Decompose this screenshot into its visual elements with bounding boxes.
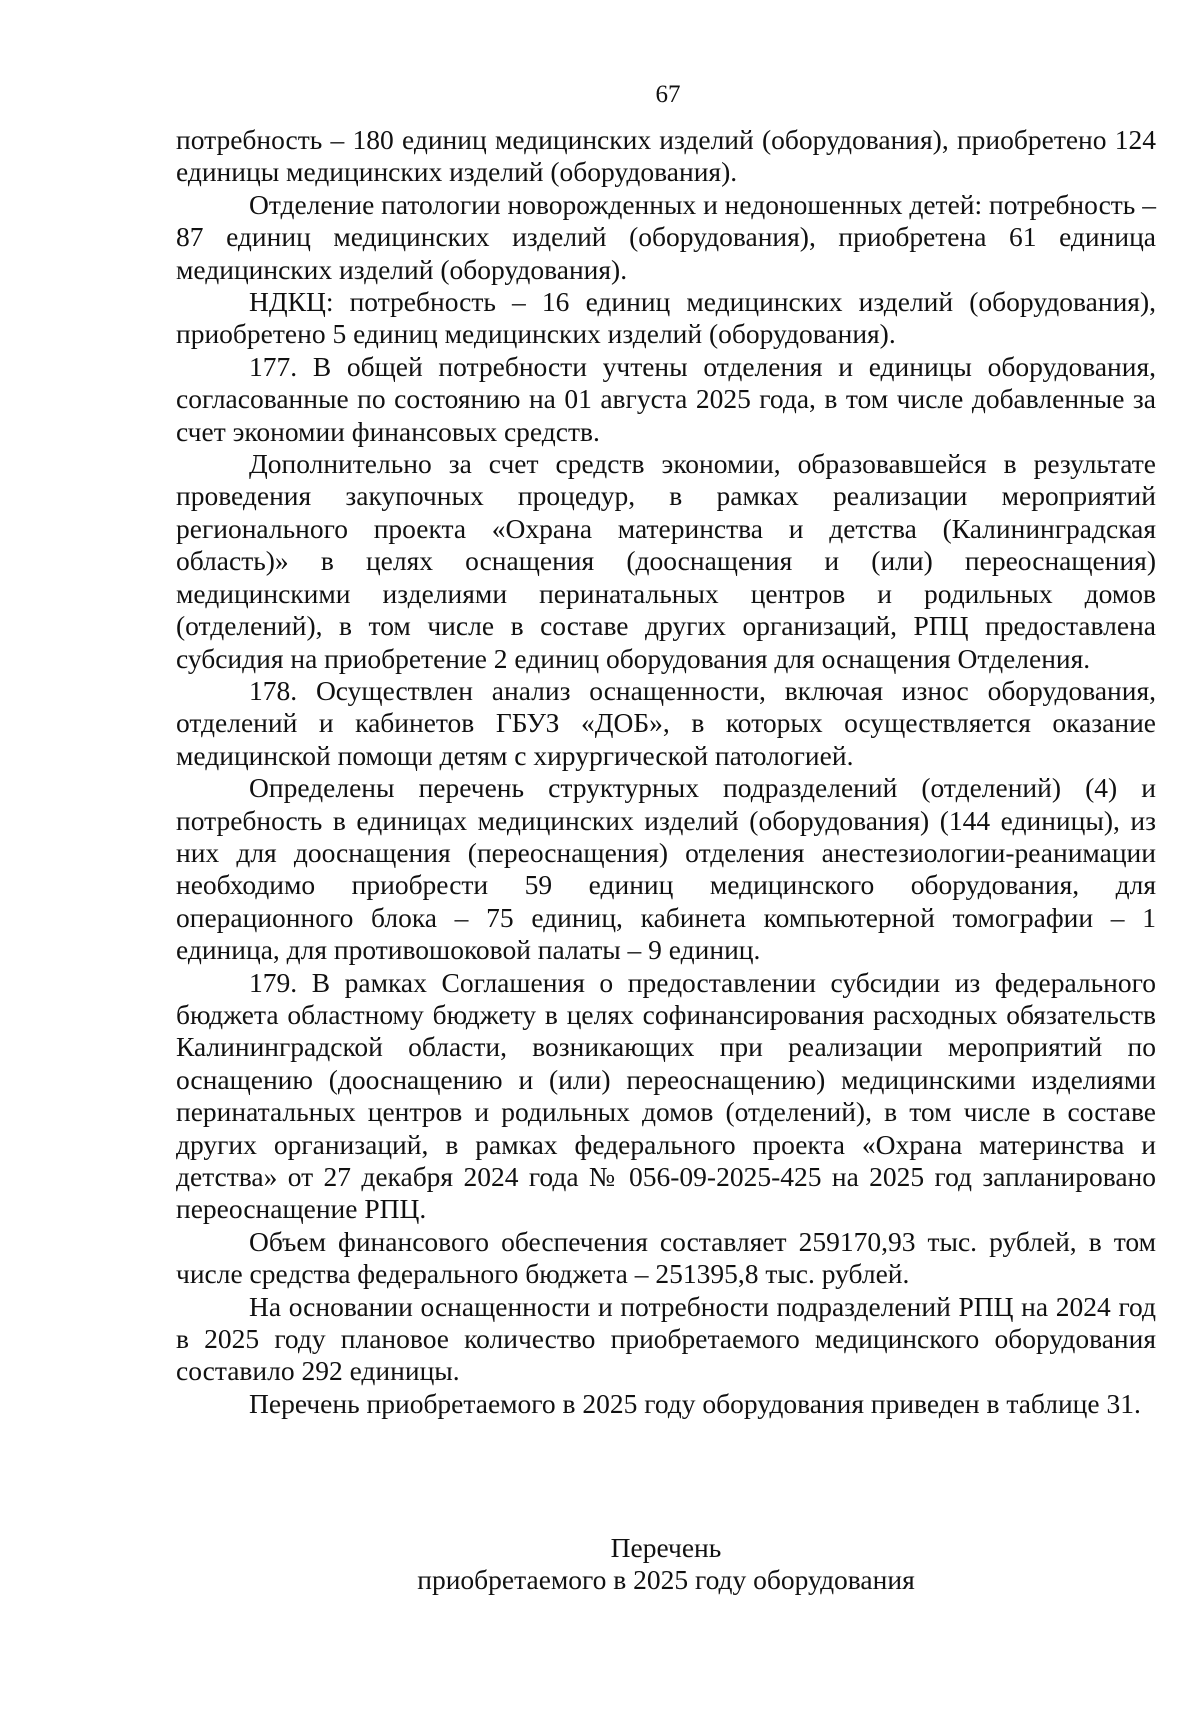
table-title: [176, 1532, 1156, 1597]
paragraph: Отделение патологии новорожденных и недоношенных детей: потребность – 87 единиц медицинских изделий (оборудования), приобретена 61 единица медицинских изделий (оборудования).: [176, 188, 1156, 285]
paragraph: 178. Осуществлен анализ оснащенности, включая износ оборудования, отделений и кабинетов ГБУЗ «ДОБ», в которых осуществляется оказание медицинской помощи детям с хирургической патологией.: [176, 674, 1156, 771]
paragraph: Перечень приобретаемого в 2025 году оборудования приведен в таблице 31.: [249, 1387, 1141, 1419]
paragraph: 179. В рамках Соглашения о предоставлении субсидии из федерального бюджета областному бюджету в целях софинансирования расходных обязательств Калининградской области, возникающих при реализации мероприятий по оснащению (дооснащению и (или) переоснащению) медицинскими изделиями перинатальных центров и родильных домов (отделений), в том числе в составе других организаций, в рамках федерального проекта «Охрана материнства и детства» от 27 декабря 2024 года № 056-09-2025-425 на 2025 год запланировано переоснащение РПЦ.: [176, 966, 1156, 1225]
table-title-line-1: Перечень: [610, 1532, 722, 1563]
paragraph: 177. В общей потребности учтены отделения и единицы оборудования, согласованные по состоянию на 01 августа 2025 года, в том числе добавленные за счет экономии финансовых средств.: [176, 350, 1156, 447]
paragraph: НДКЦ: потребность – 16 единиц медицинских изделий (оборудования), приобретено 5 единиц медицинских изделий (оборудования).: [176, 286, 1156, 350]
table-title-line-2: приобретаемого в 2025 году оборудования: [417, 1564, 915, 1596]
paragraph: На основании оснащенности и потребности подразделений РПЦ на 2024 год в 2025 году плановое количество приобретаемого медицинского оборудования составило 292 единицы.: [176, 1290, 1156, 1387]
document-body: [176, 124, 1156, 1420]
paragraph: потребность – 180 единиц медицинских изделий (оборудования), приобретено 124 единицы медицинских изделий (оборудования).: [176, 124, 1156, 188]
page-number: 67: [655, 81, 681, 108]
paragraph: Определены перечень структурных подразделений (отделений) (4) и потребность в единицах медицинских изделий (оборудования) (144 единицы), из них для дооснащения (переоснащения) отделения анестезиологии-реанимации необходимо приобрести 59 единиц медицинского оборудования, для операционного блока – 75 единиц, кабинета компьютерной томографии – 1 единица, для противошоковой палаты – 9 единиц.: [176, 772, 1156, 966]
paragraph: Объем финансового обеспечения составляет 259170,93 тыс. рублей, в том числе средства федерального бюджета – 251395,8 тыс. рублей.: [176, 1225, 1156, 1290]
paragraph: Дополнительно за счет средств экономии, образовавшейся в результате проведения закупочных процедур, в рамках реализации мероприятий регионального проекта «Охрана материнства и детства (Калининградская область)» в целях оснащения (дооснащения и (или) переоснащения) медицинскими изделиями перинатальных центров и родильных домов (отделений), в том числе в составе других организаций, РПЦ предоставлена субсидия на приобретение 2 единиц оборудования для оснащения Отделения.: [176, 448, 1156, 674]
